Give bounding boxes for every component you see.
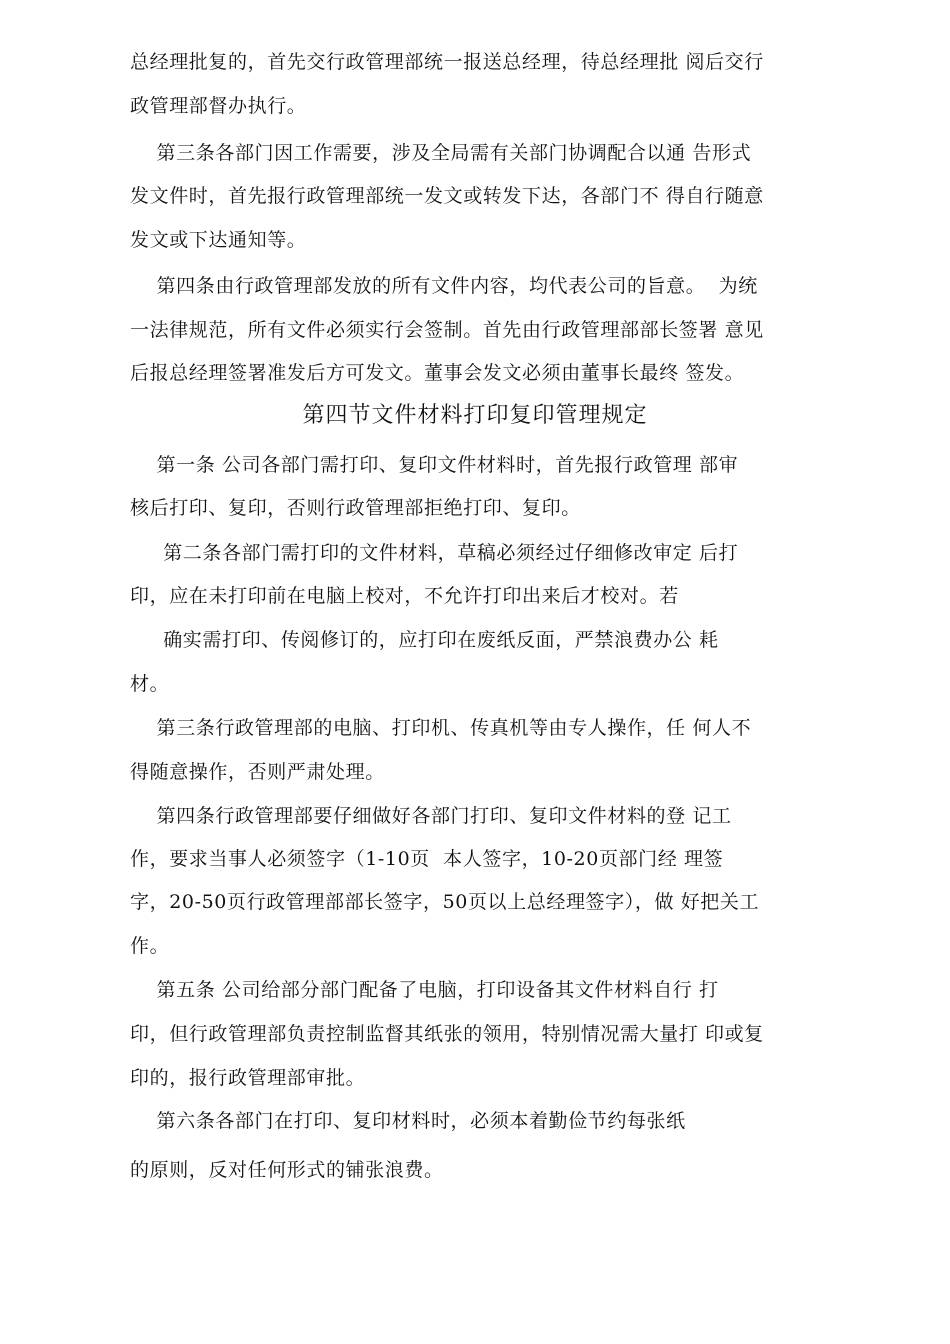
paragraph-line: 材。 — [130, 673, 170, 695]
paragraph-line: 的原则，反对任何形式的铺张浪费。 — [130, 1159, 444, 1181]
paragraph-line: 第五条 公司给部分部门配备了电脑，打印设备其文件材料自行 打 — [130, 979, 719, 1001]
paragraph-line: 第三条行政管理部的电脑、打印机、传真机等由专人操作，任 何人不 — [130, 717, 752, 739]
paragraph-line: 第四条行政管理部要仔细做好各部门打印、复印文件材料的登 记工 — [130, 805, 732, 827]
paragraph-line: 一法律规范，所有文件必须实行会签制。首先由行政管理部部长签署 意见 — [130, 319, 764, 341]
paragraph-line: 第四条由行政管理部发放的所有文件内容，均代表公司的旨意。 为统 — [130, 275, 758, 297]
paragraph-line: 作，要求当事人必须签字（1-10页 本人签字，10-20页部门经 理签 — [130, 848, 724, 870]
section-heading: 第四节文件材料打印复印管理规定 — [302, 403, 648, 428]
paragraph-line: 核后打印、复印，否则行政管理部拒绝打印、复印。 — [130, 497, 581, 519]
paragraph-line: 政管理部督办执行。 — [130, 95, 307, 117]
paragraph-line: 印，但行政管理部负责控制监督其纸张的领用，特别情况需大量打 印或复 — [130, 1023, 764, 1045]
paragraph-line: 第六条各部门在打印、复印材料时，必须本着勤俭节约每张纸 — [130, 1110, 686, 1132]
paragraph-line: 印，应在未打印前在电脑上校对，不允许打印出来后才校对。若 — [130, 585, 679, 607]
paragraph-line: 发文件时，首先报行政管理部统一发文或转发下达，各部门不 得自行随意 — [130, 185, 764, 207]
paragraph-line: 印的，报行政管理部审批。 — [130, 1067, 366, 1089]
paragraph-line: 后报总经理签署准发后方可发文。董事会发文必须由董事长最终 签发。 — [130, 362, 745, 384]
paragraph-line: 得随意操作，否则严肃处理。 — [130, 761, 385, 783]
paragraph-line: 总经理批复的，首先交行政管理部统一报送总经理，待总经理批 阅后交行 — [130, 51, 764, 73]
paragraph-line: 确实需打印、传阅修订的，应打印在废纸反面，严禁浪费办公 耗 — [130, 629, 719, 651]
paragraph-line: 第一条 公司各部门需打印、复印文件材料时，首先报行政管理 部审 — [130, 454, 739, 476]
paragraph-line: 第三条各部门因工作需要，涉及全局需有关部门协调配合以通 告形式 — [130, 142, 752, 164]
paragraph-line: 发文或下达通知等。 — [130, 229, 307, 251]
paragraph-line: 作。 — [130, 935, 170, 957]
paragraph-line: 字，20-50页行政管理部部长签字，50页以上总经理签字），做 好把关工 — [130, 891, 760, 913]
paragraph-line: 第二条各部门需打印的文件材料，草稿必须经过仔细修改审定 后打 — [130, 542, 739, 564]
